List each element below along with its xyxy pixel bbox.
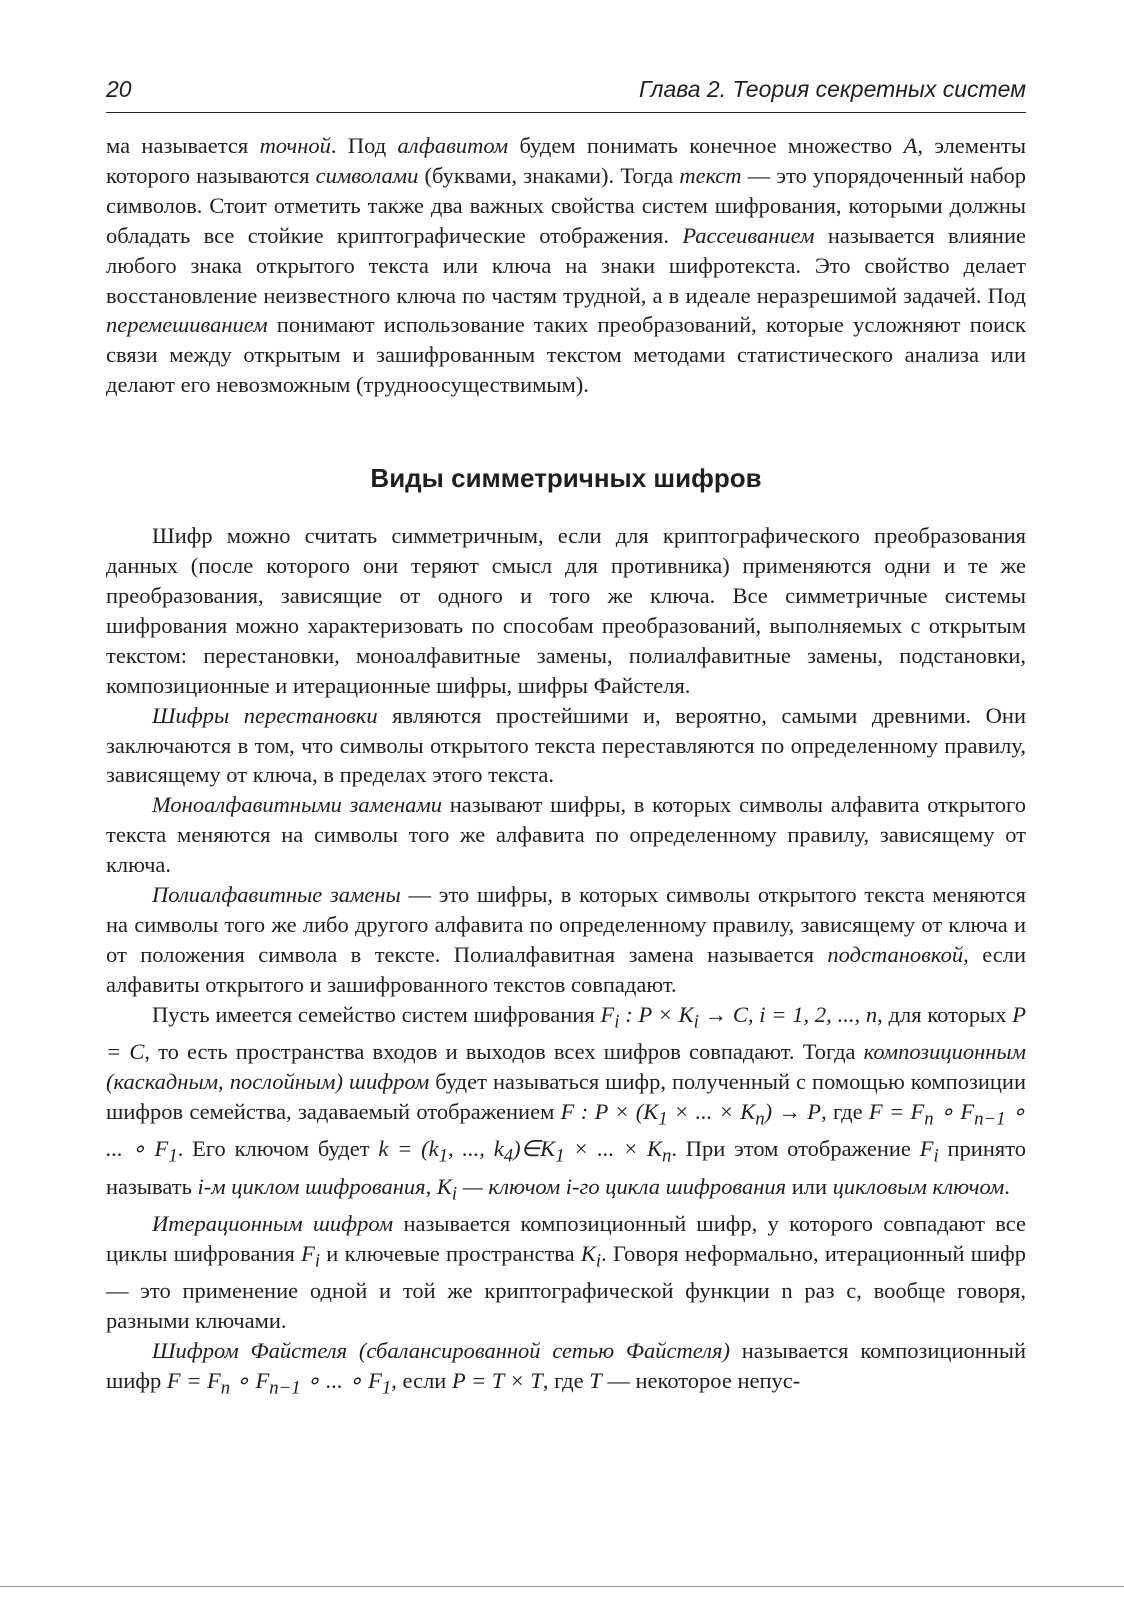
math-formula: F : $P \times (K_1$ × ... × $K_n) \to P$ bbox=[560, 1098, 822, 1130]
text-run: , где bbox=[542, 1368, 590, 1394]
math-formula: P = C bbox=[106, 1001, 1026, 1065]
math-symbol: A bbox=[903, 133, 918, 158]
text-run: называется композиционный шифр bbox=[106, 1338, 1027, 1394]
text-run: , если алфавиты открытого и зашифрованного текстов совпадают. bbox=[106, 941, 1026, 997]
paragraph-composition bbox=[106, 1000, 1026, 1209]
text-run: . Под bbox=[330, 133, 398, 158]
math-formula: $F_i$ bbox=[919, 1136, 939, 1167]
paragraph-transposition bbox=[106, 701, 1026, 791]
term-monoalphabetic: Моноалфавитными заменами bbox=[152, 792, 443, 818]
text-run: называется влияние любого знака открытого текста или ключа на знаки шифротекста. Это свойство делает восстановление неизвестного ключа по частям трудной, а в идеале неразрешимой задачей. Под bbox=[106, 222, 1026, 308]
term-diffusion: Рассеиванием bbox=[682, 222, 815, 248]
text-run: ма называется bbox=[106, 133, 260, 158]
term-polyalphabetic: Полиалфавитные замены bbox=[152, 882, 401, 908]
term-feistel-cipher: Шифром Файстеля (сбалансированной сетью Файстеля) bbox=[152, 1338, 730, 1364]
paragraph-iterative bbox=[106, 1209, 1026, 1336]
text-run: — некоторое непус- bbox=[601, 1368, 801, 1394]
term-encryption-round: i-м циклом шифрования bbox=[197, 1173, 426, 1199]
text-run: , bbox=[425, 1173, 437, 1199]
page-number: 20 bbox=[106, 76, 132, 102]
text-run: . Говоря неформально, итерационный шифр — это применение одной и той же криптографической функции n раз с, вообще говоря, разными ключами. bbox=[106, 1241, 1026, 1334]
text-run: Пусть имеется семейство систем шифрования bbox=[152, 1001, 601, 1027]
paragraph-polyalphabetic bbox=[106, 880, 1026, 1000]
text-run: , элементы которого называются bbox=[106, 133, 1027, 188]
text-run: будет называться шифр, полученный с помощью композиции шифров семейства, задаваемый отображением bbox=[106, 1068, 1026, 1124]
term-symbols: символами bbox=[315, 162, 419, 188]
text-run: понимают использование таких преобразований, которые усложняют поиск связи между открытым и зашифрованным текстом методами статистического анализа или делают его невозможным (трудноосуществимым). bbox=[106, 312, 1026, 398]
intro-paragraph bbox=[106, 131, 1026, 400]
text-run: (буквами, знаками). Тогда bbox=[418, 162, 680, 188]
term-composite-cipher: композиционным (каскадным, послойным) шифром bbox=[106, 1039, 1026, 1094]
text-run: , где bbox=[821, 1098, 869, 1124]
text-run: , то есть пространства входов и выходов всех шифров совпадают. Тогда bbox=[144, 1039, 864, 1065]
term-substitution: подстановкой bbox=[827, 941, 964, 967]
text-run: . При этом отображение bbox=[671, 1136, 920, 1162]
paragraph-feistel bbox=[106, 1336, 1026, 1403]
text-run: — это упорядоченный набор символов. Стоит отметить также два важных свойства систем шифрования, которыми должны обладать все стойкие криптографические отображения. bbox=[106, 162, 1027, 248]
paragraph-monoalphabetic bbox=[106, 790, 1026, 880]
math-formula: $F_i$ : $P \times K_i \to C$, i = 1, 2, ..., n bbox=[600, 1001, 878, 1033]
running-title: Глава 2. Теория секретных систем bbox=[638, 76, 1026, 102]
math-formula: $F = F_n$ ∘ $F_{n-1}$ ∘ ... ∘ $F_1$ bbox=[106, 1098, 1026, 1167]
term-transposition: Шифры перестановки bbox=[152, 702, 378, 728]
text-run: или bbox=[786, 1173, 833, 1199]
text-run: . Его ключом будет bbox=[177, 1136, 379, 1162]
running-header bbox=[106, 70, 1026, 110]
page-body bbox=[106, 131, 1026, 1404]
paragraph-symmetric-definition: Шифр можно считать симметричным, если для криптографического преобразования данных (после которого они теряют смысл для противника) применяются одни и те же преобразования, зависящие от одного и того же ключа. Все симметричные системы шифрования можно характеризовать по способам преобразований, выполняемых с открытым текстом: перестановки, моноалфавитные замены, полиалфавитные замены, подстановки, композиционные и итерационные шифры, шифры Файстеля. bbox=[106, 523, 1026, 698]
math-formula: $K_i$ bbox=[436, 1173, 458, 1205]
text-run: — это шифры, в которых символы открытого текста меняются на символы того же либо другого алфавита по определенному правилу, зависящему от ключа и от положения символа в тексте. Полиалфавитная замена называется bbox=[106, 882, 1026, 967]
term-cycle-key: цикловым ключом bbox=[832, 1173, 1005, 1199]
text-run: будем понимать конечное множество bbox=[508, 133, 904, 158]
term-round-key: — ключом i-го цикла шифрования bbox=[457, 1173, 787, 1199]
text-run: принято называть bbox=[106, 1136, 1026, 1199]
header-rule bbox=[106, 112, 1026, 113]
math-formula: $F = F_n$ ∘ $F_{n-1}$ ∘ ... ∘ $F_1$ bbox=[166, 1368, 392, 1399]
math-formula: $k = (k_1$, ..., $k_4)\in K_1$ × ... × $K_n$ bbox=[378, 1136, 672, 1167]
term-text: текст bbox=[679, 162, 742, 188]
math-symbol: T bbox=[589, 1368, 602, 1394]
text-run: . bbox=[1004, 1173, 1010, 1199]
text-run: называется композиционный шифр, у которого совпадают все циклы шифрования bbox=[106, 1211, 1026, 1266]
text-run: , для которых bbox=[877, 1001, 1013, 1027]
text-run: , если bbox=[391, 1368, 452, 1394]
term-alphabet: алфавитом bbox=[397, 133, 509, 158]
term-iterative-cipher: Итерационным шифром bbox=[152, 1211, 394, 1237]
page-bottom-edge bbox=[0, 1586, 1124, 1587]
text-run: и ключевые пространства bbox=[320, 1241, 581, 1266]
math-formula: P = T × T bbox=[451, 1368, 543, 1394]
text-run: называют шифры, в которых символы алфавита открытого текста меняются на символы того же алфавита по определенному правилу, зависящему от ключа. bbox=[106, 792, 1026, 878]
math-formula: $F_i$ bbox=[301, 1241, 321, 1272]
text-run: являются простейшими и, вероятно, самыми древними. Они заключаются в том, что символы открытого текста переставляются по определенному правилу, зависящему от ключа, в пределах этого текста. bbox=[106, 702, 1026, 788]
math-formula: $K_i$ bbox=[580, 1241, 602, 1272]
section-heading: Виды симметричных шифров bbox=[370, 463, 762, 494]
term-confusion: перемешиванием bbox=[106, 312, 268, 338]
term-exact: точной bbox=[259, 133, 331, 158]
